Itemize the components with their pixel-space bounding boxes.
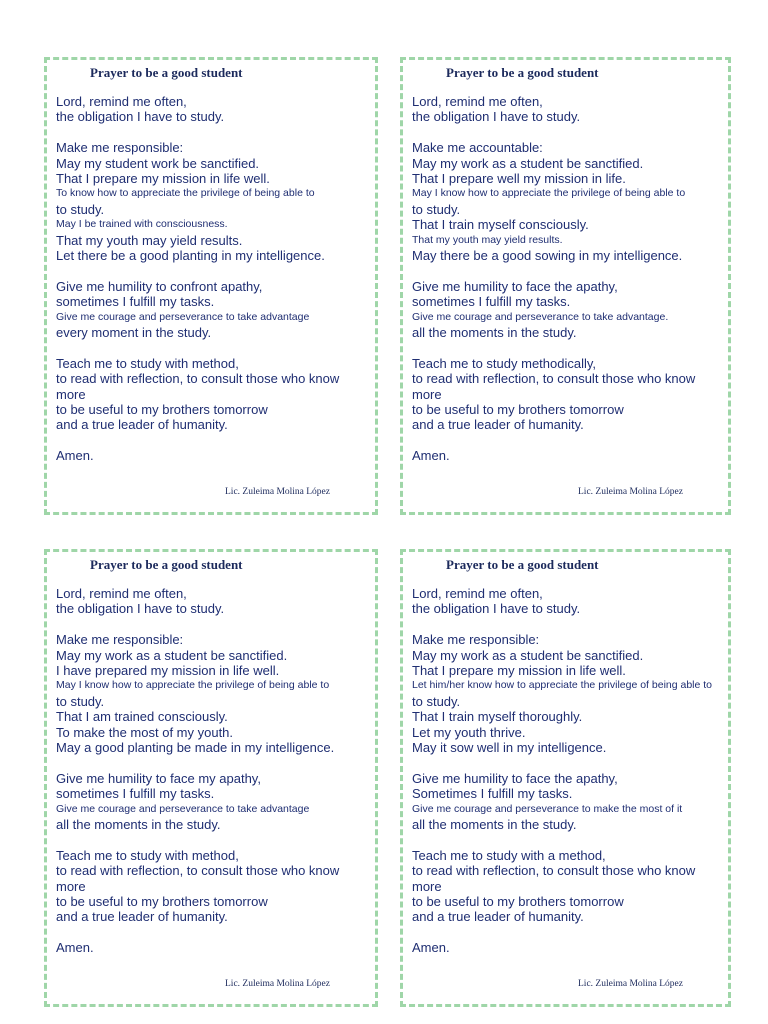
card-title: Prayer to be a good student (446, 65, 599, 80)
prayer-line: To make the most of my youth. (56, 724, 234, 740)
prayer-line: That I train myself thoroughly. (412, 709, 583, 725)
prayer-card-bottom-left (44, 549, 378, 1007)
prayer-line: May my student work be sanctified. (56, 155, 260, 171)
prayer-line: Make me responsible: (56, 140, 184, 156)
card-body (412, 94, 722, 464)
card-title: Prayer to be a good student (90, 65, 243, 80)
prayer-line: every moment in the study. (56, 325, 212, 341)
prayer-line: Teach me to study with method, (56, 847, 239, 863)
prayer-line: May my work as a student be sanctified. (56, 647, 288, 663)
blank-line (56, 832, 369, 847)
card-signature: Lic. Zuleima Molina López (225, 487, 330, 497)
prayer-line: Amen. (56, 940, 94, 956)
prayer-line: Lord, remind me often, (56, 586, 187, 601)
blank-line (412, 925, 722, 940)
prayer-line: Make me responsible: (412, 632, 540, 648)
prayer-line: to read with reflection, to consult those who know more (56, 863, 340, 894)
blank-line (56, 433, 369, 448)
prayer-line: sometimes I fulfill my tasks. (56, 294, 215, 310)
prayer-line: That I prepare my mission in life well. (412, 663, 626, 679)
blank-line (56, 125, 369, 140)
prayer-line: sometimes I fulfill my tasks. (412, 294, 571, 310)
card-signature: Lic. Zuleima Molina López (578, 487, 683, 497)
prayer-line: all the moments in the study. (412, 817, 577, 833)
prayer-line: Make me accountable: (412, 140, 543, 156)
prayer-line: May it sow well in my intelligence. (412, 740, 607, 756)
blank-line (56, 263, 369, 278)
prayer-line: to study. (56, 693, 105, 709)
prayer-line: to read with reflection, to consult those who know more (56, 371, 340, 402)
card-title: Prayer to be a good student (446, 557, 599, 572)
prayer-line: May my work as a student be sanctified. (412, 155, 644, 171)
prayer-line: to read with reflection, to consult those who know more (412, 371, 696, 402)
card-signature: Lic. Zuleima Molina López (578, 979, 683, 989)
card-body (56, 94, 369, 464)
prayer-line: Let my youth thrive. (412, 724, 526, 740)
card-body (412, 586, 722, 956)
prayer-line: That my youth may yield results. (56, 232, 243, 248)
blank-line (56, 617, 369, 632)
blank-line (412, 433, 722, 448)
prayer-card-bottom-right (400, 549, 731, 1007)
prayer-line: Make me responsible: (56, 632, 184, 648)
blank-line (412, 617, 722, 632)
prayer-line: sometimes I fulfill my tasks. (56, 786, 215, 802)
prayer-line: Give me humility to face my apathy, (56, 770, 261, 786)
prayer-line: May a good planting be made in my intelligence. (56, 740, 335, 756)
prayer-line: to be useful to my brothers tomorrow (56, 894, 268, 910)
prayer-line: to study. (412, 693, 461, 709)
card-title: Prayer to be a good student (90, 557, 243, 572)
prayer-line: Give me courage and perseverance to take advantage (56, 802, 310, 815)
prayer-line: the obligation I have to study. (412, 601, 581, 617)
blank-line (412, 263, 722, 278)
prayer-line: Give me humility to face the apathy, (412, 278, 618, 294)
prayer-line: Amen. (412, 448, 450, 464)
prayer-line: Teach me to study with method, (56, 355, 239, 371)
prayer-line: and a true leader of humanity. (412, 909, 584, 925)
prayer-line: to study. (56, 201, 105, 217)
prayer-line: all the moments in the study. (56, 817, 221, 833)
blank-line (56, 755, 369, 770)
prayer-line: Give me courage and perseverance to take advantage (56, 310, 310, 323)
prayer-line: to read with reflection, to consult those who know more (412, 863, 696, 894)
prayer-line: and a true leader of humanity. (56, 417, 228, 433)
card-signature: Lic. Zuleima Molina López (225, 979, 330, 989)
prayer-line: That I am trained consciously. (56, 709, 228, 725)
blank-line (412, 340, 722, 355)
prayer-line: Teach me to study with a method, (412, 847, 606, 863)
prayer-card-top-right (400, 57, 731, 515)
blank-line (412, 125, 722, 140)
prayer-line: Give me humility to confront apathy, (56, 278, 263, 294)
prayer-line: the obligation I have to study. (56, 109, 225, 125)
prayer-line: Give me courage and perseverance to take advantage. (412, 310, 669, 323)
prayer-line: I have prepared my mission in life well. (56, 663, 280, 679)
prayer-line: to be useful to my brothers tomorrow (56, 402, 268, 418)
prayer-line: and a true leader of humanity. (56, 909, 228, 925)
prayer-line: Sometimes I fulfill my tasks. (412, 786, 573, 802)
prayer-line: That my youth may yield results. (412, 233, 563, 246)
prayer-card-top-left (44, 57, 378, 515)
prayer-line: That I prepare my mission in life well. (56, 171, 270, 187)
prayer-line: all the moments in the study. (412, 325, 577, 341)
prayer-line: Amen. (412, 940, 450, 956)
prayer-line: Let him/her know how to appreciate the privilege of being able to (412, 679, 713, 692)
prayer-line: Lord, remind me often, (412, 586, 543, 601)
prayer-line: May there be a good sowing in my intelligence. (412, 248, 683, 264)
prayer-line: Let there be a good planting in my intelligence. (56, 248, 325, 264)
prayer-line: To know how to appreciate the privilege of being able to (56, 187, 315, 200)
prayer-line: May my work as a student be sanctified. (412, 647, 644, 663)
prayer-line: Give me humility to face the apathy, (412, 770, 618, 786)
blank-line (56, 340, 369, 355)
prayer-line: Lord, remind me often, (412, 94, 543, 109)
prayer-line: to be useful to my brothers tomorrow (412, 894, 624, 910)
prayer-line: the obligation I have to study. (412, 109, 581, 125)
card-body (56, 586, 369, 956)
blank-line (56, 925, 369, 940)
prayer-line: May I be trained with consciousness. (56, 218, 228, 231)
prayer-line: That I prepare well my mission in life. (412, 171, 626, 187)
prayer-line: Teach me to study methodically, (412, 355, 597, 371)
blank-line (412, 755, 722, 770)
prayer-line: the obligation I have to study. (56, 601, 225, 617)
prayer-line: That I train myself consciously. (412, 217, 589, 233)
prayer-line: Lord, remind me often, (56, 94, 187, 109)
prayer-line: Give me courage and perseverance to make the most of it (412, 802, 683, 815)
prayer-line: Amen. (56, 448, 94, 464)
prayer-line: to study. (412, 201, 461, 217)
prayer-line: to be useful to my brothers tomorrow (412, 402, 624, 418)
blank-line (412, 832, 722, 847)
prayer-line: May I know how to appreciate the privilege of being able to (412, 187, 686, 200)
prayer-line: and a true leader of humanity. (412, 417, 584, 433)
prayer-line: May I know how to appreciate the privilege of being able to (56, 679, 330, 692)
